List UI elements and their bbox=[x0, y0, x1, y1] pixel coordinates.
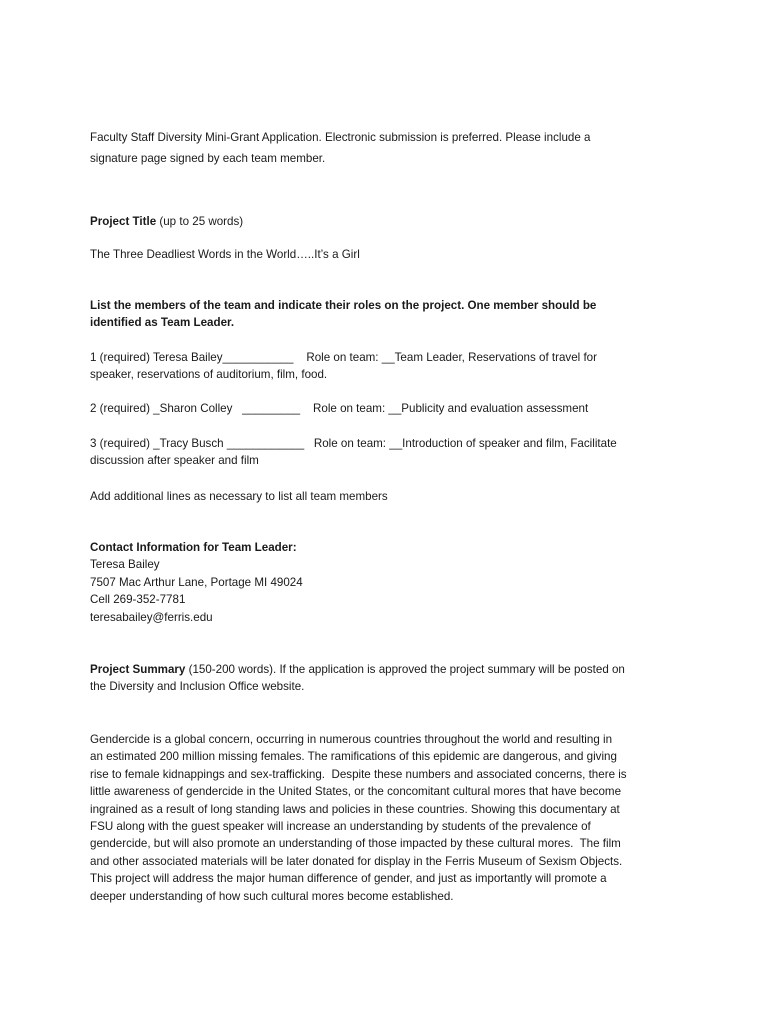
contact-address: 7507 Mac Arthur Lane, Portage MI 49024 bbox=[90, 575, 303, 589]
project-summary-heading bbox=[90, 661, 690, 696]
summary-line: gendercide, but will also promote an understanding of those impacted by these cultural mores. The film bbox=[90, 837, 621, 851]
project-title-hint: (up to 25 words) bbox=[156, 215, 244, 228]
project-summary-hint: (150-200 words). If the application is approved the project summary will be posted on bbox=[185, 663, 625, 676]
summary-line: rise to female kidnappings and sex-trafficking. Despite these numbers and associated concerns, there is bbox=[90, 767, 627, 781]
project-summary-body bbox=[90, 731, 690, 905]
contact-phone: Cell 269-352-7781 bbox=[90, 593, 186, 607]
contact-email: teresabailey@ferris.edu bbox=[90, 610, 213, 624]
team-member-line: speaker, reservations of auditorium, film, food. bbox=[90, 368, 328, 382]
project-title-text: The Three Deadliest Words in the World…..It’s a Girl bbox=[90, 248, 360, 261]
project-title-heading bbox=[90, 213, 690, 230]
team-member-2 bbox=[90, 400, 690, 417]
summary-line: ingrained as a result of long standing laws and policies in these countries. Showing this documentary at bbox=[90, 802, 620, 816]
team-member-line: discussion after speaker and film bbox=[90, 454, 259, 468]
additional-note-text: Add additional lines as necessary to list all team members bbox=[90, 490, 388, 503]
project-title-label: Project Title bbox=[90, 215, 157, 228]
project-summary-hint: the Diversity and Inclusion Office website. bbox=[90, 680, 305, 694]
intro-paragraph bbox=[90, 127, 690, 169]
contact-name: Teresa Bailey bbox=[90, 558, 160, 572]
team-member-line: 1 (required) Teresa Bailey___________ Role on team: __Team Leader, Reservations of travel for bbox=[90, 351, 597, 364]
team-member-line: 3 (required) _Tracy Busch ____________ Role on team: __Introduction of speaker and film, Facilitate bbox=[90, 437, 617, 450]
contact-block bbox=[90, 539, 690, 626]
intro-line: signature page signed by each team member. bbox=[90, 152, 326, 165]
summary-line: FSU along with the guest speaker will increase an understanding by students of the prevalence of bbox=[90, 820, 591, 834]
team-heading bbox=[90, 297, 690, 332]
summary-line: deeper understanding of how such cultural mores become established. bbox=[90, 889, 454, 903]
additional-lines-note bbox=[90, 488, 690, 505]
contact-heading: Contact Information for Team Leader: bbox=[90, 541, 297, 554]
team-member-1 bbox=[90, 349, 690, 384]
summary-line: and other associated materials will be later donated for display in the Ferris Museum of Sexism Objects. bbox=[90, 854, 623, 868]
team-member-3 bbox=[90, 435, 690, 470]
team-member-line: 2 (required) _Sharon Colley _________ Role on team: __Publicity and evaluation assessment bbox=[90, 402, 589, 415]
intro-line: Faculty Staff Diversity Mini-Grant Application. Electronic submission is preferred. Please include a bbox=[90, 131, 591, 144]
summary-line: This project will address the major human difference of gender, and just as importantly will promote a bbox=[90, 872, 607, 886]
team-heading-line: List the members of the team and indicate their roles on the project. One member should be bbox=[90, 299, 597, 312]
summary-line: little awareness of gendercide in the United States, or the concomitant cultural mores that have become bbox=[90, 785, 622, 799]
summary-line: Gendercide is a global concern, occurring in numerous countries throughout the world and resulting in bbox=[90, 733, 613, 746]
team-heading-line: identified as Team Leader. bbox=[90, 316, 235, 330]
summary-line: an estimated 200 million missing females. The ramifications of this epidemic are dangerous, and giving bbox=[90, 750, 617, 764]
project-title-value bbox=[90, 246, 690, 263]
project-summary-label: Project Summary bbox=[90, 663, 186, 676]
